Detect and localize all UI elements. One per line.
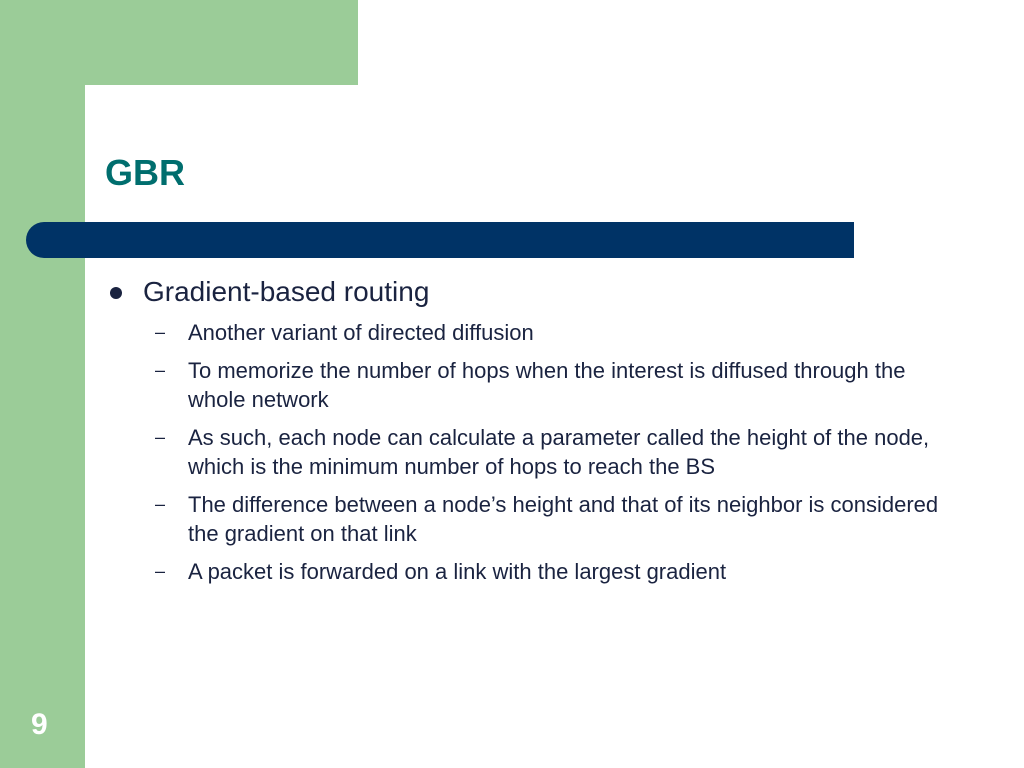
sub-bullet-item	[105, 318, 965, 347]
bullet-dot-icon	[110, 287, 122, 299]
dash-icon: –	[155, 494, 166, 514]
bullet-item	[105, 272, 965, 312]
sub-bullet-text: A packet is forwarded on a link with the largest gradient	[188, 559, 727, 584]
sub-bullet-text: As such, each node can calculate a parameter called the height of the node, which is the minimum number of hops to reach the BS	[188, 425, 930, 479]
title-underline-bar	[26, 222, 854, 258]
sub-bullet-list	[105, 318, 965, 586]
sub-bullet-item	[105, 490, 965, 548]
slide-body	[105, 272, 965, 595]
sub-bullet-item	[105, 356, 965, 414]
dash-icon: –	[155, 360, 166, 380]
sub-bullet-text: To memorize the number of hops when the interest is diffused through the whole network	[188, 358, 906, 412]
sub-bullet-item	[105, 423, 965, 481]
dash-icon: –	[155, 322, 166, 342]
sub-bullet-text: The difference between a node’s height and that of its neighbor is considered the gradient on that link	[188, 492, 939, 546]
dash-icon: –	[155, 427, 166, 447]
sub-bullet-text: Another variant of directed diffusion	[188, 320, 534, 345]
page-number: 9	[31, 708, 48, 741]
sub-bullet-item	[105, 557, 965, 586]
bullet-text: Gradient-based routing	[143, 276, 430, 307]
slide-title: GBR	[105, 152, 185, 193]
dash-icon: –	[155, 561, 166, 581]
green-left-band	[0, 0, 85, 768]
